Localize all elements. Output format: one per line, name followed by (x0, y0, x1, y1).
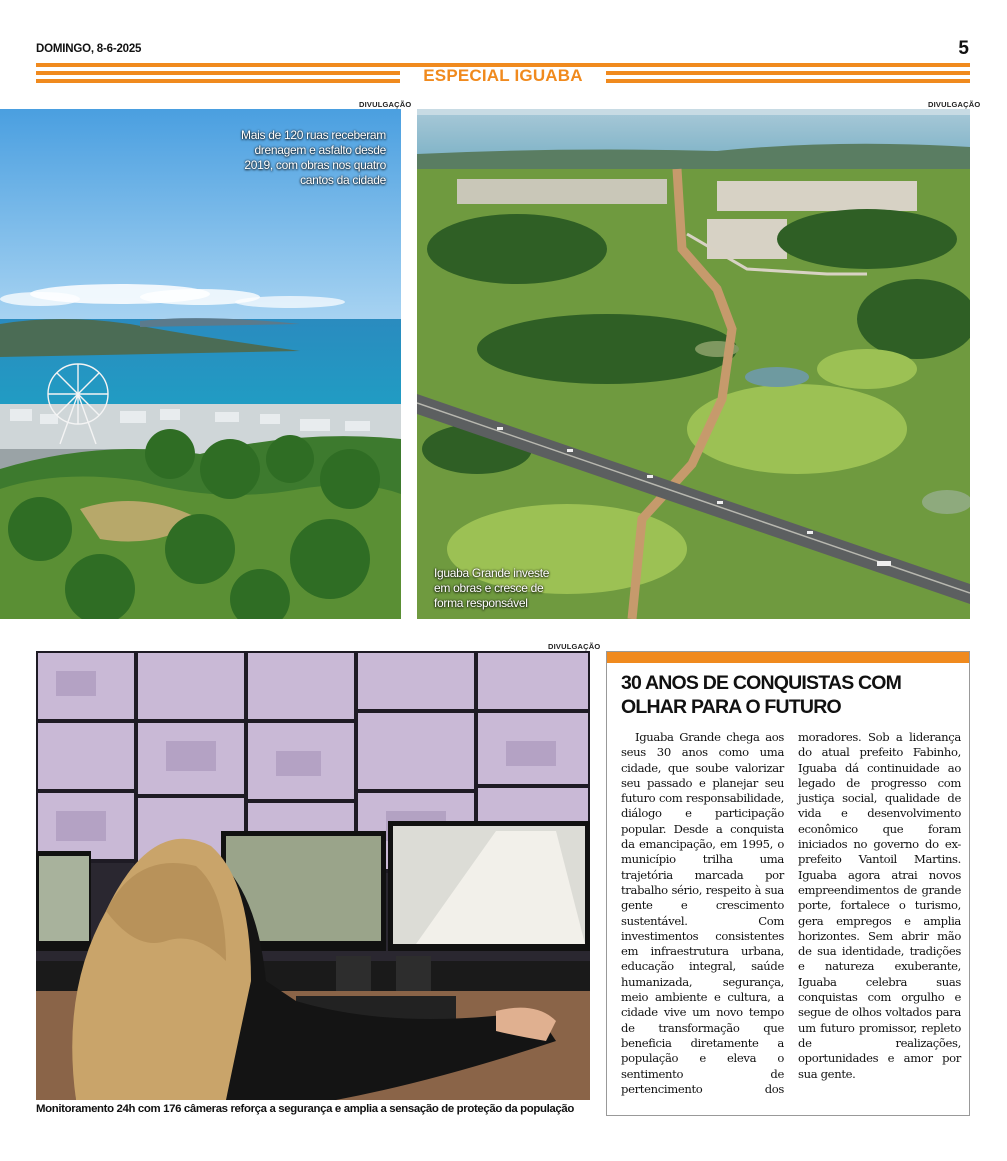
section-title: ESPECIAL IGUABA (423, 66, 583, 85)
photo-credit-bottom-left: DIVULGAÇÃO (548, 642, 601, 651)
monitoring-center-photo (36, 651, 590, 1100)
header-rule-right-2 (606, 71, 970, 75)
article-title: 30 ANOS DE CONQUISTAS COM OLHAR PARA O FUTURO (621, 672, 902, 718)
article-accent-bar (607, 652, 969, 663)
photo-caption-top-left: Mais de 120 ruas receberam drenagem e asfalto desde 2019, com obras nos quatro cantos da cidade (241, 128, 386, 187)
page-number: 5 (958, 38, 969, 59)
header-rule-right-3 (606, 79, 970, 83)
photo-caption-bottom-left: Monitoramento 24h com 176 câmeras reforça a segurança e amplia a sensação de proteção da população (36, 1103, 574, 1115)
article-box (606, 651, 970, 1116)
photo-credit-top-right: DIVULGAÇÃO (928, 100, 981, 109)
header-rule-left-2 (36, 71, 400, 75)
photo-caption-top-right: Iguaba Grande investe em obras e cresce de forma responsável (434, 566, 550, 610)
photo-credit-top-left: DIVULGAÇÃO (359, 100, 412, 109)
page-date: DOMINGO, 8-6-2025 (36, 43, 142, 55)
header-rule-left-3 (36, 79, 400, 83)
aerial-highway-photo (417, 109, 970, 619)
article-body: Iguaba Grande chega aos seus 30 anos como uma cidade, que soube valorizar seu passado e planejar seu futuro com responsabilidade, diálogo e participação popular. Desde a conquista da emancipação, em 1995, o município trilha uma trajetória marcada por trabalho sério, respeito à sua gente e crescimento sustentável. Com investimentos consistentes em infraestrutura urbana, educação integral, saúde humanizada, segurança, meio ambiente e cultura, a cidade vive um novo tempo de transformação que beneficia diretamente a população e eleva o sentimento de pertencimento dos moradores. Sob a liderança do atual prefeito Fabinho, Iguaba dá continuidade ao legado de progresso com justiça social, qualidade de vida e desenvolvimento econômico que foram iniciados no governo do ex-prefeito Vantoil Martins. Iguaba agora atrai novos empreendimentos de grande porte, fortalece o turismo, gera empregos e amplia horizontes. Sem abrir mão de sua identidade, tradições e natureza exuberante, Iguaba celebra suas conquistas com orgulho e segue de olhos voltados para um futuro promissor, repleto de realizações, oportunidades e amor por sua gente. (621, 730, 961, 1096)
